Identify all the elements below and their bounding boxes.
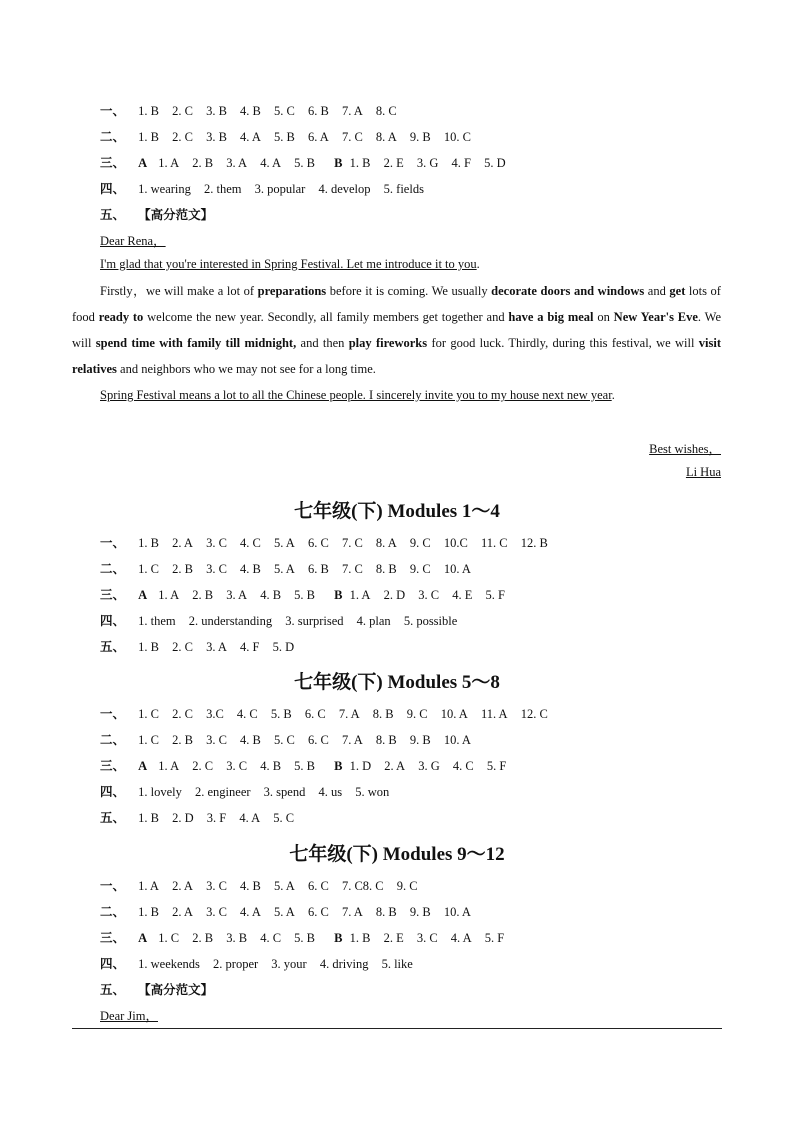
row-label: 三、 xyxy=(100,588,126,602)
answer: 7. C xyxy=(341,536,363,550)
answer: 2. them xyxy=(204,182,242,196)
body-text: on xyxy=(593,310,614,324)
letter-greeting: Dear Rena， xyxy=(100,234,166,248)
answer: 2. understanding xyxy=(188,614,273,628)
row-label: 三、 xyxy=(100,156,126,170)
body-text: . We will xyxy=(72,310,721,350)
answer-row-1 xyxy=(100,876,428,894)
answer: 4. A xyxy=(239,811,261,825)
answer: 1. C xyxy=(138,562,159,576)
answer: 2. E xyxy=(383,931,404,945)
answer: 3. C xyxy=(226,759,248,773)
answer: 1. A xyxy=(138,879,159,893)
part-a-label: A xyxy=(138,588,148,602)
answer: 2. B xyxy=(172,562,193,576)
answer: 8. B xyxy=(372,707,394,721)
answer: 1. B xyxy=(138,811,159,825)
answer: 4. B xyxy=(240,562,261,576)
answer: 5. F xyxy=(484,931,505,945)
answer: 1. D xyxy=(349,759,372,773)
answer: 3. A xyxy=(226,156,248,170)
answer: 2. A xyxy=(172,879,193,893)
answer: 3. C xyxy=(418,588,440,602)
answer-row-4 xyxy=(100,611,467,629)
answer: 3. C xyxy=(416,931,438,945)
answer: 2. C xyxy=(172,640,193,654)
answer: 6. C xyxy=(307,905,329,919)
answer: 2. A xyxy=(172,905,193,919)
answer: 9. C xyxy=(409,562,431,576)
answer: 4. B xyxy=(240,733,261,747)
letter-signoff: Best wishes， xyxy=(649,442,721,456)
answer: 2. B xyxy=(172,733,193,747)
answer: 2. A xyxy=(384,759,406,773)
part-a-label: A xyxy=(138,156,148,170)
answer: 2. B xyxy=(192,156,214,170)
answer: 3. C xyxy=(206,879,227,893)
answer: 5. B xyxy=(294,931,315,945)
section-title: 七年级(下) Modules 9～12 xyxy=(289,844,505,865)
key-phrase: have a big meal xyxy=(508,310,594,324)
letter-intro: I'm glad that you're interested in Spring Festival. Let me introduce it to you. xyxy=(100,257,480,271)
answer: 8. A xyxy=(375,130,397,144)
answer: 4. A xyxy=(260,156,282,170)
key-phrase: visit relatives xyxy=(72,336,721,376)
answer: 10.C xyxy=(443,536,468,550)
answer: 4. C xyxy=(240,536,261,550)
answer: 6. C xyxy=(307,536,329,550)
answer-row-3 xyxy=(100,585,515,603)
answer-row-5 xyxy=(100,980,213,998)
answer: 5. A xyxy=(274,879,295,893)
answer: 7. A xyxy=(338,707,360,721)
answer: 7. A xyxy=(341,905,363,919)
answer-row-1 xyxy=(100,704,558,722)
closing-text: Spring Festival means a lot to all the Chinese people. I sincerely invite you to my house next new year xyxy=(100,388,612,402)
answer: 1. C xyxy=(138,707,159,721)
answer: 1. B xyxy=(349,931,371,945)
answer: 3. B xyxy=(226,931,248,945)
answer: 7. A xyxy=(341,104,363,118)
body-text: Firstly，we will make a lot of xyxy=(100,284,258,298)
row-label: 三、 xyxy=(100,759,126,773)
answer: 11. A xyxy=(480,707,508,721)
answer-row-5 xyxy=(100,205,213,223)
answer: 6. C xyxy=(307,733,329,747)
answer: 2. C xyxy=(192,759,214,773)
answer: 2. C xyxy=(172,130,193,144)
answer: 10. A xyxy=(443,733,471,747)
body-text: for good luck. Thirdly, during this festival, we will xyxy=(427,336,699,350)
row-label: 五、 xyxy=(100,208,126,222)
answer-row-2 xyxy=(100,127,481,145)
answer-row-3 xyxy=(100,928,514,946)
answer: 3. C xyxy=(206,562,227,576)
answer: 2. D xyxy=(383,588,406,602)
letter-closing: Spring Festival means a lot to all the Chinese people. I sincerely invite you to my house next new year. xyxy=(100,388,615,402)
row-label: 四、 xyxy=(100,614,126,628)
answer: 5. C xyxy=(274,733,295,747)
answer: 2. B xyxy=(192,588,214,602)
model-essay-label: 【高分范文】 xyxy=(138,208,214,222)
answer-row-3 xyxy=(100,153,516,171)
answer: 3. popular xyxy=(254,182,306,196)
answer: 2. A xyxy=(172,536,193,550)
answer: 2. B xyxy=(192,931,214,945)
key-phrase: get xyxy=(669,284,686,298)
answer: 1. them xyxy=(138,614,176,628)
answer: 3. C xyxy=(206,536,227,550)
model-essay-label: 【高分范文】 xyxy=(138,983,214,997)
row-label: 四、 xyxy=(100,182,126,196)
body-text: before it is coming. We usually xyxy=(326,284,492,298)
answer: 5. C xyxy=(273,811,295,825)
answer: 5. F xyxy=(486,759,507,773)
answer: 4. B xyxy=(260,759,282,773)
answer: 8. B xyxy=(375,733,397,747)
row-label: 一、 xyxy=(100,707,126,721)
answer: 2. E xyxy=(383,156,404,170)
key-phrase: spend time with family till midnight, xyxy=(95,336,297,350)
answer: 4. B xyxy=(260,588,282,602)
answer: 5. fields xyxy=(383,182,424,196)
answer-row-2 xyxy=(100,559,481,577)
answer: 5. F xyxy=(485,588,505,602)
row-label: 四、 xyxy=(100,785,126,799)
answer: 3. C xyxy=(206,905,227,919)
answer-row-4 xyxy=(100,954,423,972)
answer: 9. B xyxy=(409,733,431,747)
answer: 5. like xyxy=(381,957,413,971)
answer: 5. D xyxy=(484,156,506,170)
part-a-label: A xyxy=(138,931,148,945)
answer: 11. C xyxy=(480,536,508,550)
answer: 5. A xyxy=(274,536,295,550)
answer: 5. A xyxy=(274,562,295,576)
row-label: 一、 xyxy=(100,879,126,893)
answer: 4. us xyxy=(318,785,343,799)
answer: 4. E xyxy=(452,588,473,602)
answer: 1. B xyxy=(138,905,159,919)
answer: 6. C xyxy=(307,879,329,893)
answer: 4. B xyxy=(240,879,261,893)
key-phrase: preparations xyxy=(257,284,327,298)
answer: 7. C xyxy=(341,130,363,144)
answer: 6. B xyxy=(307,562,329,576)
answer: 6. C xyxy=(304,707,326,721)
answer: 1. A xyxy=(158,156,180,170)
answer-row-1 xyxy=(100,533,558,551)
key-phrase: ready to xyxy=(98,310,144,324)
answer-row-4 xyxy=(100,782,399,800)
body-text: lots of food xyxy=(72,284,721,324)
letter-body xyxy=(72,278,721,382)
answer: 1. A xyxy=(158,759,180,773)
row-label: 一、 xyxy=(100,536,126,550)
section-title: 七年级(下) Modules 5～8 xyxy=(294,672,500,693)
answer: 3. A xyxy=(226,588,248,602)
answer-row-1 xyxy=(100,101,407,119)
row-label: 三、 xyxy=(100,931,126,945)
row-label: 五、 xyxy=(100,811,126,825)
answer: 4. C xyxy=(260,931,282,945)
section-title: 七年级(下) Modules 1～4 xyxy=(294,501,500,522)
answer: 10. A xyxy=(443,905,471,919)
body-text: and neighbors who we may not see for a long time. xyxy=(116,362,376,376)
row-label: 二、 xyxy=(100,562,126,576)
answer: 9. C xyxy=(396,879,418,893)
answer: 3. C xyxy=(206,733,227,747)
answer: 1. B xyxy=(138,130,159,144)
answer: 3. G xyxy=(418,759,440,773)
answer: 2. C xyxy=(172,104,193,118)
answer: 2. proper xyxy=(213,957,259,971)
row-label: 五、 xyxy=(100,640,126,654)
answer: 8. B xyxy=(375,905,397,919)
answer-row-5 xyxy=(100,637,304,655)
key-phrase: New Year's Eve xyxy=(613,310,698,324)
row-label: 二、 xyxy=(100,733,126,747)
answer: 4. develop xyxy=(318,182,371,196)
answer: 9. C xyxy=(406,707,428,721)
answer: 1. A xyxy=(158,588,180,602)
answer: 4. plan xyxy=(356,614,391,628)
answer: 7. C8. C xyxy=(341,879,384,893)
part-b-label: B xyxy=(334,156,343,170)
answer: 4. C xyxy=(452,759,474,773)
body-text: welcome the new year. Secondly, all family members get together and xyxy=(143,310,509,324)
answer: 9. C xyxy=(409,536,431,550)
part-b-label: B xyxy=(334,759,343,773)
answer: 10. C xyxy=(443,130,471,144)
answer-row-4 xyxy=(100,179,434,197)
answer: 4. A xyxy=(450,931,472,945)
answer: 5. C xyxy=(274,104,295,118)
answer-row-5 xyxy=(100,808,304,826)
answer: 4. B xyxy=(240,104,261,118)
row-label: 二、 xyxy=(100,130,126,144)
answer: 5. B xyxy=(294,759,315,773)
answer: 8. C xyxy=(375,104,397,118)
row-label: 四、 xyxy=(100,957,126,971)
answer: 4. F xyxy=(240,640,260,654)
answer: 2. D xyxy=(172,811,194,825)
answer-row-3 xyxy=(100,756,516,774)
answer: 5. D xyxy=(272,640,295,654)
answer: 1. A xyxy=(349,588,371,602)
key-phrase: play fireworks xyxy=(348,336,428,350)
answer: 3.C xyxy=(206,707,224,721)
answer-row-2 xyxy=(100,730,481,748)
answer: 1. B xyxy=(138,536,159,550)
answer: 10. A xyxy=(440,707,468,721)
answer: 3. F xyxy=(206,811,227,825)
answer: 4. driving xyxy=(319,957,369,971)
letter-signature: Li Hua xyxy=(685,465,721,479)
answer: 10. A xyxy=(443,562,471,576)
row-label: 五、 xyxy=(100,983,126,997)
answer: 4. A xyxy=(240,905,261,919)
letter-greeting: Dear Jim， xyxy=(100,1009,158,1023)
answer: 12. B xyxy=(520,536,548,550)
answer: 5. possible xyxy=(403,614,458,628)
answer: 7. C xyxy=(341,562,363,576)
answer: 1. B xyxy=(349,156,371,170)
answer: 3. B xyxy=(206,130,227,144)
answer: 5. won xyxy=(355,785,390,799)
answer: 3. B xyxy=(206,104,227,118)
body-text: and then xyxy=(296,336,349,350)
answer: 1. weekends xyxy=(138,957,200,971)
answer: 1. C xyxy=(138,733,159,747)
answer: 1. lovely xyxy=(138,785,182,799)
answer: 5. B xyxy=(294,588,315,602)
answer: 2. C xyxy=(172,707,193,721)
answer: 5. B xyxy=(274,130,295,144)
answer: 1. B xyxy=(138,640,159,654)
answer: 4. F xyxy=(451,156,471,170)
answer: 6. A xyxy=(307,130,329,144)
answer: 3. A xyxy=(206,640,227,654)
answer: 1. wearing xyxy=(138,182,191,196)
intro-text: I'm glad that you're interested in Spring Festival. Let me introduce it to you xyxy=(100,257,477,271)
answer: 3. spend xyxy=(263,785,306,799)
footer-divider xyxy=(72,1028,722,1029)
answer: 3. your xyxy=(271,957,307,971)
part-a-label: A xyxy=(138,759,148,773)
answer-row-2 xyxy=(100,902,481,920)
answer: 4. A xyxy=(240,130,261,144)
answer: 6. B xyxy=(307,104,329,118)
answer: 1. C xyxy=(158,931,180,945)
body-text: and xyxy=(644,284,670,298)
row-label: 一、 xyxy=(100,104,126,118)
key-phrase: decorate doors and windows xyxy=(491,284,645,298)
answer: 8. A xyxy=(375,536,397,550)
answer: 5. B xyxy=(294,156,315,170)
answer: 3. surprised xyxy=(285,614,344,628)
row-label: 二、 xyxy=(100,905,126,919)
answer: 7. A xyxy=(341,733,363,747)
answer: 5. A xyxy=(274,905,295,919)
part-b-label: B xyxy=(334,931,343,945)
answer: 9. B xyxy=(409,905,431,919)
answer: 9. B xyxy=(409,130,431,144)
answer: 5. B xyxy=(270,707,292,721)
answer: 4. C xyxy=(236,707,258,721)
answer: 8. B xyxy=(375,562,397,576)
answer: 3. G xyxy=(416,156,439,170)
part-b-label: B xyxy=(334,588,343,602)
answer: 2. engineer xyxy=(195,785,251,799)
answer: 1. B xyxy=(138,104,159,118)
answer: 12. C xyxy=(520,707,548,721)
